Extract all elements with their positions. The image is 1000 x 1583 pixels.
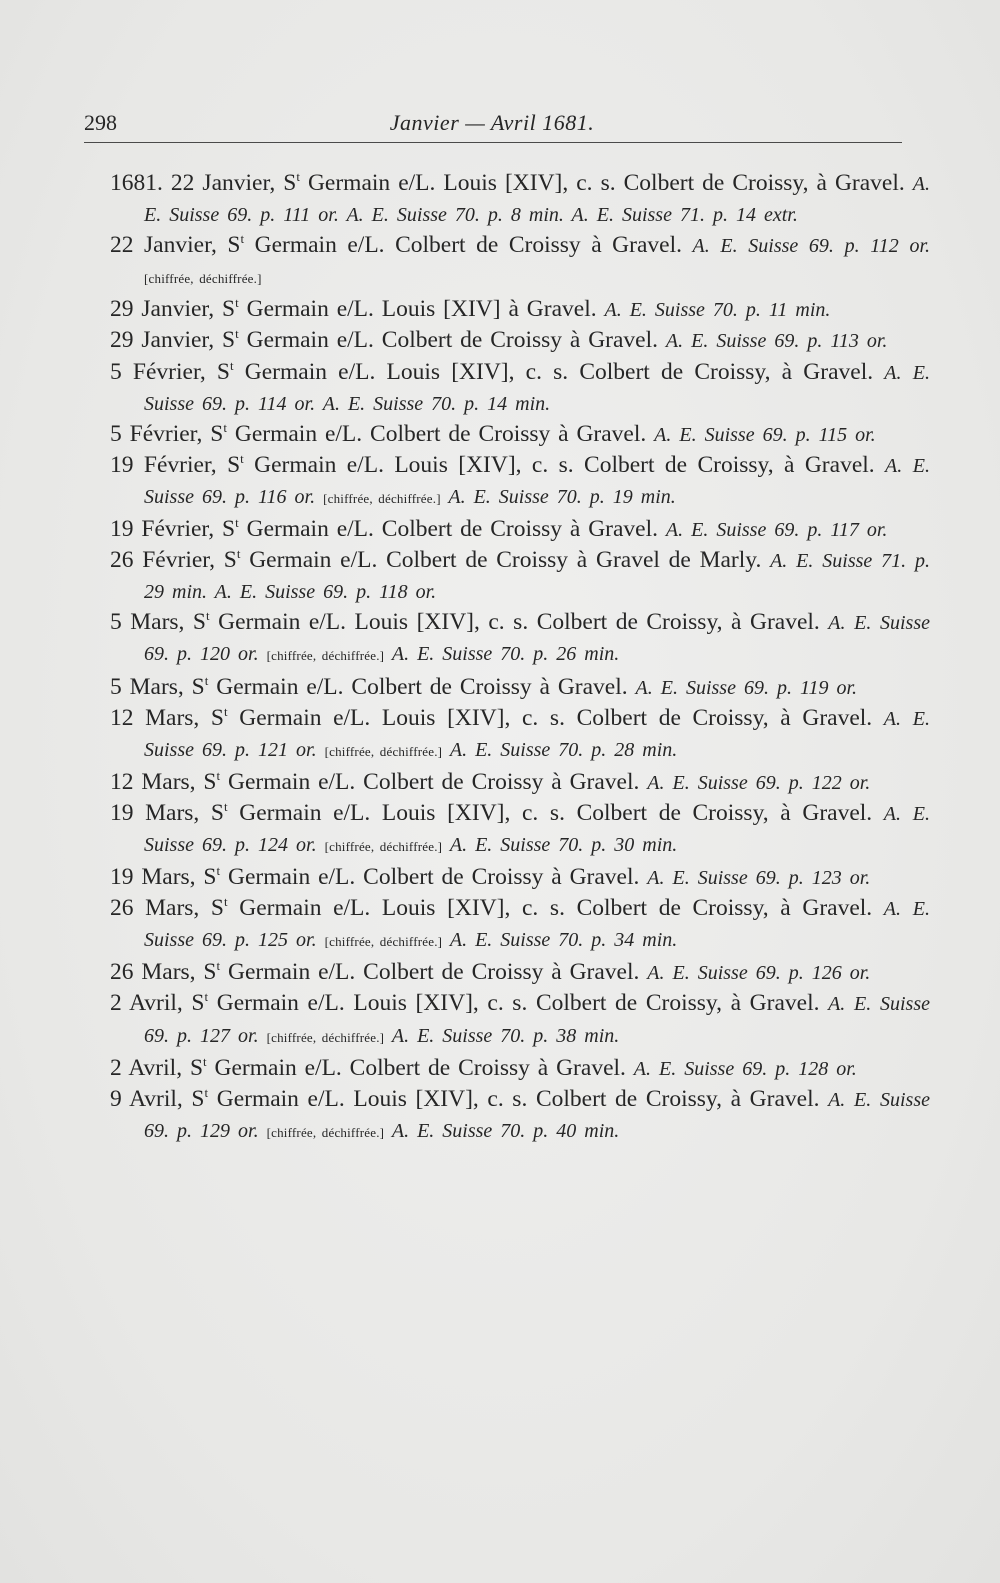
letter-entry <box>110 672 930 703</box>
entry-date: 19 Février, S <box>110 451 241 478</box>
saint-superscript: t <box>204 989 209 1005</box>
saint-superscript: t <box>203 1053 207 1069</box>
archive-reference: A. E. Suisse 70. p. 11 min. <box>604 299 831 322</box>
cipher-note: [chiffrée, déchiffrée.] <box>266 1029 385 1045</box>
archive-reference: A. E. Suisse 69. p. 125 or. <box>144 898 930 952</box>
saint-superscript: t <box>224 894 228 910</box>
entry-date: 29 Janvier, S <box>110 296 236 323</box>
letter-entry <box>110 988 930 1052</box>
letter-entry <box>110 514 930 545</box>
archive-reference: A. E. Suisse 69. p. 117 or. <box>665 519 888 542</box>
entry-date: 5 Février, S <box>110 358 230 385</box>
entry-description: Germain e/L. Colbert de Croissy à Gravel. <box>208 673 636 700</box>
archive-reference: A. E. Suisse 70. p. 30 min. <box>442 833 678 856</box>
archive-reference: A. E. Suisse 69. p. 122 or. <box>647 771 871 794</box>
archive-reference: A. E. Suisse 70. p. 40 min. <box>384 1119 620 1142</box>
archive-reference: A. E. Suisse 70. p. 38 min. <box>384 1024 620 1047</box>
archive-reference: A. E. Suisse 69. p. 114 or. A. E. Suisse 70. p. 14 min. <box>144 361 930 415</box>
entry-date: 5 Mars, S <box>110 673 205 700</box>
saint-superscript: t <box>229 357 234 373</box>
letter-entry <box>110 1053 930 1084</box>
page-header <box>84 108 900 142</box>
entry-description: Germain e/L. Louis [XIV], c. s. Colbert de Croissy, à Gravel. <box>209 609 829 636</box>
page-number: 298 <box>84 110 117 135</box>
cipher-note: [chiffrée, déchiffrée.] <box>266 648 385 664</box>
letter-entry <box>110 957 930 988</box>
saint-superscript: t <box>204 1084 209 1100</box>
cipher-note: [chiffrée, déchiffrée.] <box>144 271 262 287</box>
letter-entry <box>110 798 930 862</box>
entry-description: Germain e/L. Louis [XIV], c. s. Colbert de Croissy, à Gravel. <box>243 451 886 478</box>
archive-reference: A. E. Suisse 69. p. 124 or. <box>144 802 930 856</box>
archive-reference: A. E. Suisse 69. p. 121 or. <box>144 707 930 761</box>
entry-date: 26 Mars, S <box>110 959 217 986</box>
cipher-note: [chiffrée, déchiffrée.] <box>323 490 441 506</box>
archive-reference: A. E. Suisse 69. p. 123 or. <box>647 867 871 890</box>
archive-reference: A. E. Suisse 71. p. 29 min. A. E. Suisse 69. p. 118 or. <box>144 550 930 604</box>
entry-description: Germain e/L. Colbert de Croissy à Gravel. <box>220 864 648 891</box>
archive-reference: A. E. Suisse 70. p. 26 min. <box>384 643 620 666</box>
entry-description: Germain e/L. Colbert de Croissy à Gravel. <box>227 420 655 447</box>
archive-reference: A. E. Suisse 69. p. 112 or. <box>692 235 931 258</box>
letter-entry <box>110 767 930 798</box>
archive-reference: A. E. Suisse 69. p. 115 or. <box>654 423 876 446</box>
entry-description: Germain e/L. Louis [XIV], c. s. Colbert de Croissy, à Gravel. <box>227 704 884 731</box>
entry-date: 26 Mars, S <box>110 895 224 922</box>
letter-entry <box>110 419 930 450</box>
saint-superscript: t <box>204 672 209 688</box>
saint-superscript: t <box>240 231 245 247</box>
saint-superscript: t <box>224 703 228 719</box>
entry-description: Germain e/L. Colbert de Croissy à Gravel. <box>220 768 648 795</box>
letter-entry <box>110 893 930 957</box>
letter-entry <box>110 545 930 607</box>
entry-date: 2 Avril, S <box>110 1054 204 1081</box>
letter-entry <box>110 230 930 294</box>
entry-date: 2 Avril, S <box>110 990 205 1017</box>
entry-date: 19 Février, S <box>110 516 236 543</box>
saint-superscript: t <box>216 958 221 974</box>
entry-list <box>110 168 930 1148</box>
cipher-note: [chiffrée, déchiffrée.] <box>266 1124 385 1140</box>
entry-date: 12 Mars, S <box>110 704 224 731</box>
entry-description: Germain e/L. Colbert de Croissy à Gravel. <box>220 959 648 986</box>
saint-superscript: t <box>235 295 239 311</box>
archive-reference: A. E. Suisse 69. p. 113 or. <box>665 330 888 353</box>
saint-superscript: t <box>235 515 239 531</box>
letter-entry <box>110 325 930 356</box>
entry-description: Germain e/L. Louis [XIV] à Gravel. <box>238 296 605 323</box>
cipher-note: [chiffrée, déchiffrée.] <box>324 838 443 854</box>
cipher-note: [chiffrée, déchiffrée.] <box>324 934 443 950</box>
archive-reference: A. E. Suisse 70. p. 28 min. <box>442 738 678 761</box>
archive-reference: A. E. Suisse 69. p. 129 or. <box>144 1088 930 1142</box>
saint-superscript: t <box>216 863 221 879</box>
header-rule <box>84 142 902 143</box>
entry-date: 29 Janvier, S <box>110 327 236 354</box>
archive-reference: A. E. Suisse 69. p. 111 or. A. E. Suisse 70. p. 8 min. A. E. Suisse 71. p. 14 extr. <box>144 173 931 227</box>
entry-date: 22 Janvier, S <box>170 170 297 196</box>
saint-superscript: t <box>236 546 241 562</box>
entry-date: 19 Mars, S <box>110 864 217 891</box>
saint-superscript: t <box>216 767 221 783</box>
entry-description: Germain e/L. Colbert de Croissy à Gravel. <box>238 516 666 543</box>
entry-date: 26 Février, S <box>110 547 237 574</box>
entry-description: Germain e/L. Louis [XIV], c. s. Colbert de Croissy, à Gravel. <box>299 170 913 196</box>
letter-entry <box>110 450 930 514</box>
archive-reference: A. E. Suisse 69. p. 127 or. <box>144 993 930 1047</box>
saint-superscript: t <box>235 326 239 342</box>
archive-reference: A. E. Suisse 69. p. 119 or. <box>635 676 858 699</box>
letter-entry <box>110 862 930 893</box>
entry-date: 12 Mars, S <box>110 768 217 795</box>
archive-reference: A. E. Suisse 69. p. 126 or. <box>647 962 871 985</box>
entry-date: 9 Avril, S <box>110 1085 205 1112</box>
saint-superscript: t <box>224 798 228 814</box>
saint-superscript: t <box>206 608 210 624</box>
entry-date: 5 Février, S <box>110 420 224 447</box>
letter-entry <box>110 294 930 325</box>
archive-reference: A. E. Suisse 70. p. 19 min. <box>440 485 676 508</box>
letter-entry <box>84 168 930 230</box>
entry-description: Germain e/L. Colbert de Croissy à Gravel de Marly. <box>240 547 771 574</box>
saint-superscript: t <box>240 450 244 466</box>
entry-description: Germain e/L. Louis [XIV], c. s. Colbert de Croissy, à Gravel. <box>208 1085 829 1112</box>
entry-description: Germain e/L. Colbert de Croissy à Gravel. <box>244 232 693 259</box>
archive-reference: A. E. Suisse 69. p. 120 or. <box>144 612 930 666</box>
entry-date: 5 Mars, S <box>110 609 206 636</box>
letter-entry <box>110 607 930 671</box>
letter-entry <box>110 1084 930 1148</box>
letter-entry <box>110 357 930 419</box>
entry-year: 1681. <box>110 170 171 196</box>
saint-superscript: t <box>223 419 227 435</box>
running-title: Janvier — Avril 1681. <box>389 110 595 135</box>
entry-description: Germain e/L. Colbert de Croissy à Gravel. <box>206 1054 634 1081</box>
cipher-note: [chiffrée, déchiffrée.] <box>324 743 443 759</box>
entry-description: Germain e/L. Louis [XIV], c. s. Colbert de Croissy, à Gravel. <box>208 990 829 1017</box>
archive-reference: A. E. Suisse 69. p. 128 or. <box>633 1057 857 1080</box>
saint-superscript: t <box>296 169 300 184</box>
entry-description: Germain e/L. Louis [XIV], c. s. Colbert de Croissy, à Gravel. <box>227 895 884 922</box>
letter-entry <box>110 703 930 767</box>
entry-date: 22 Janvier, S <box>110 232 241 259</box>
entry-description: Germain e/L. Louis [XIV], c. s. Colbert de Croissy, à Gravel. <box>227 799 884 826</box>
archive-reference: A. E. Suisse 70. p. 34 min. <box>442 929 678 952</box>
entry-description: Germain e/L. Colbert de Croissy à Gravel. <box>238 327 666 354</box>
entry-description: Germain e/L. Louis [XIV], c. s. Colbert de Croissy, à Gravel. <box>233 358 885 385</box>
archive-reference: A. E. Suisse 69. p. 116 or. <box>144 454 930 508</box>
entry-date: 19 Mars, S <box>110 799 224 826</box>
